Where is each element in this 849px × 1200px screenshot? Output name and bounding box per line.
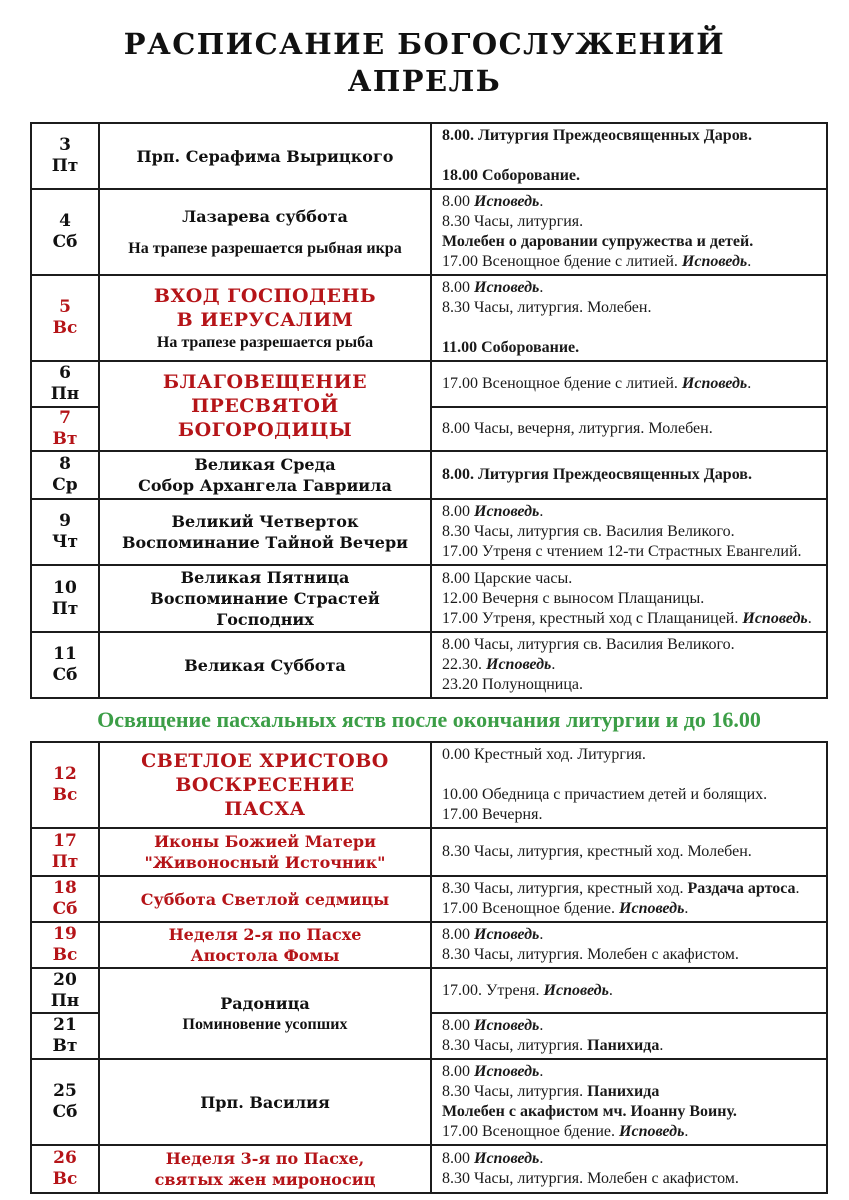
schedule-row-17 bbox=[31, 828, 827, 876]
date-cell bbox=[31, 968, 99, 1013]
date-number: 21 bbox=[53, 1015, 77, 1035]
schedule-table-body bbox=[31, 123, 827, 1193]
service-line bbox=[442, 419, 820, 439]
services-cell bbox=[431, 1013, 827, 1059]
service-text: Исповедь bbox=[681, 253, 748, 270]
services-cell bbox=[431, 1145, 827, 1193]
feast-line: Воспоминание Тайной Вечери bbox=[121, 533, 409, 552]
service-text: Панихида bbox=[587, 1083, 660, 1100]
weekday-label: Вс bbox=[52, 945, 78, 965]
service-text: Исповедь bbox=[474, 1150, 540, 1167]
service-text: 11.00 Соборование. bbox=[442, 339, 580, 356]
date-cell bbox=[31, 407, 99, 451]
schedule-row-8 bbox=[31, 451, 827, 499]
weekday-label: Вт bbox=[52, 1036, 78, 1056]
service-line bbox=[442, 192, 820, 212]
service-line bbox=[442, 1036, 820, 1056]
feast-line: Прп. Серафима Вырицкого bbox=[136, 146, 394, 166]
service-text: 22.30. bbox=[442, 656, 486, 673]
service-text: Исповедь bbox=[619, 1123, 685, 1140]
feast-line: ВХОД ГОСПОДЕНЬ bbox=[153, 284, 377, 307]
service-line bbox=[442, 278, 820, 298]
feast-cell bbox=[99, 499, 431, 565]
service-text: 10.00 Обедница с причастием детей и болящих. bbox=[442, 786, 768, 803]
feast-line: Неделя 2-я по Пасхе bbox=[168, 925, 362, 944]
feast-line: ПАСХА bbox=[224, 798, 306, 820]
date-number: 12 bbox=[53, 764, 77, 784]
service-line bbox=[442, 166, 820, 186]
service-line bbox=[442, 1149, 820, 1169]
service-line bbox=[442, 589, 820, 609]
service-line bbox=[442, 374, 820, 394]
service-text: 8.00 bbox=[442, 279, 474, 296]
date-number: 17 bbox=[53, 831, 77, 851]
feast-line: Неделя 3-я по Пасхе, bbox=[165, 1149, 365, 1168]
date-number: 7 bbox=[59, 408, 71, 428]
date-cell bbox=[31, 565, 99, 632]
schedule-row-12 bbox=[31, 742, 827, 828]
service-line bbox=[442, 542, 820, 562]
schedule-row-5 bbox=[31, 275, 827, 361]
date-cell bbox=[31, 123, 99, 189]
service-line bbox=[442, 502, 820, 522]
service-text: 12.00 Вечерня с выносом Плащаницы. bbox=[442, 589, 705, 607]
service-line bbox=[442, 252, 820, 272]
service-text: . bbox=[539, 193, 544, 210]
feast-line: Прп. Василия bbox=[200, 1092, 330, 1112]
service-text: 8.30 Часы, литургия, крестный ход. Молебен. bbox=[442, 843, 752, 860]
feast-line: БОГОРОДИЦЫ bbox=[177, 419, 353, 441]
date-number: 11 bbox=[53, 644, 77, 664]
services-cell bbox=[431, 565, 827, 632]
service-text: . bbox=[539, 926, 544, 943]
weekday-label: Вс bbox=[52, 318, 78, 338]
feast-line: Великий Четверток bbox=[171, 512, 359, 531]
feast-cell bbox=[99, 828, 431, 876]
service-text: 17.00 Всенощное бдение с литией. bbox=[442, 253, 682, 270]
date-number: 8 bbox=[59, 454, 71, 474]
service-text: 23.20 Полунощница. bbox=[442, 676, 583, 693]
service-line bbox=[442, 925, 820, 945]
feast-cell bbox=[99, 742, 431, 828]
service-line bbox=[442, 765, 820, 785]
service-text: Исповедь bbox=[681, 375, 748, 392]
feast-cell bbox=[99, 968, 431, 1059]
title-block bbox=[0, 0, 849, 100]
date-number: 19 bbox=[53, 924, 77, 944]
service-line bbox=[442, 1062, 820, 1082]
schedule-row-11 bbox=[31, 632, 827, 698]
services-cell bbox=[431, 632, 827, 698]
weekday-label: Сб bbox=[52, 1102, 78, 1122]
feast-cell bbox=[99, 123, 431, 189]
date-cell bbox=[31, 876, 99, 922]
feast-line: В ИЕРУСАЛИМ bbox=[176, 308, 354, 331]
service-text: Исповедь bbox=[742, 609, 808, 627]
service-text: 8.00 bbox=[442, 1017, 474, 1034]
feast-line: На трапезе разрешается рыбная икра bbox=[128, 239, 402, 257]
service-line bbox=[442, 1169, 820, 1189]
service-text: 17.00. Утреня. bbox=[442, 981, 544, 999]
services-cell bbox=[431, 189, 827, 275]
banner-row bbox=[31, 698, 827, 742]
weekday-label: Сб bbox=[52, 665, 78, 685]
service-text: 17.00 Всенощное бдение. bbox=[442, 1123, 620, 1140]
service-text: 17.00 Вечерня. bbox=[442, 806, 543, 823]
service-text: 8.30 Часы, литургия, крестный ход. bbox=[442, 880, 688, 897]
weekday-label: Пт bbox=[51, 598, 79, 619]
service-line bbox=[442, 675, 820, 695]
service-line bbox=[442, 879, 820, 899]
service-text: Исповедь bbox=[474, 279, 540, 296]
page-title: РАСПИСАНИЕ БОГОСЛУЖЕНИЙ bbox=[123, 27, 726, 61]
feast-cell bbox=[99, 1059, 431, 1145]
service-text: . bbox=[551, 656, 556, 673]
schedule-row-4 bbox=[31, 189, 827, 275]
service-text: . bbox=[539, 503, 544, 520]
service-line bbox=[442, 1122, 820, 1142]
services-cell bbox=[431, 499, 827, 565]
service-text: 8.30 Часы, литургия. bbox=[442, 1037, 588, 1054]
schedule-row-9 bbox=[31, 499, 827, 565]
service-text: 17.00 Всенощное бдение. bbox=[442, 900, 620, 917]
service-text: 8.00 bbox=[442, 503, 474, 520]
weekday-label: Сб bbox=[52, 232, 78, 252]
services-cell bbox=[431, 123, 827, 189]
service-line bbox=[442, 338, 820, 358]
services-cell bbox=[431, 968, 827, 1013]
service-line bbox=[442, 635, 820, 655]
date-number: 25 bbox=[53, 1081, 77, 1101]
services-cell bbox=[431, 451, 827, 499]
date-cell bbox=[31, 361, 99, 407]
feast-line: БЛАГОВЕЩЕНИЕ ПРЕСВЯТОЙ bbox=[162, 371, 368, 417]
service-text: 8.30 Часы, литургия. bbox=[442, 213, 584, 230]
feast-line: Лазарева суббота bbox=[182, 206, 348, 226]
feast-cell bbox=[99, 451, 431, 499]
service-text: . bbox=[539, 279, 544, 296]
services-cell bbox=[431, 407, 827, 451]
date-cell bbox=[31, 922, 99, 968]
month-title: АПРЕЛЬ bbox=[347, 64, 502, 98]
service-text: . bbox=[539, 1063, 544, 1080]
service-text: Молебен о даровании супружества и детей. bbox=[442, 233, 754, 250]
service-text: 8.00 bbox=[442, 193, 474, 210]
feast-cell bbox=[99, 876, 431, 922]
schedule-row-6 bbox=[31, 361, 827, 407]
date-number: 3 bbox=[59, 135, 71, 155]
service-text: 8.00 Часы, вечерня, литургия. Молебен. bbox=[442, 420, 713, 437]
service-text: 8.00 Царские часы. bbox=[442, 569, 573, 587]
schedule-row-20 bbox=[31, 968, 827, 1013]
service-text: Исповедь bbox=[619, 900, 685, 917]
feast-line: Великая Среда bbox=[194, 455, 336, 474]
date-cell bbox=[31, 451, 99, 499]
feast-line: ВОСКРЕСЕНИЕ bbox=[175, 774, 355, 796]
service-line bbox=[442, 298, 820, 318]
schedule-row-26 bbox=[31, 1145, 827, 1193]
service-text: Исповедь bbox=[474, 926, 540, 943]
service-text: 17.00 Утреня, крестный ход с Плащаницей. bbox=[442, 609, 743, 627]
service-text: Исповедь bbox=[543, 981, 609, 999]
schedule-row-19 bbox=[31, 922, 827, 968]
service-line bbox=[442, 842, 820, 862]
service-text: 8.00 Часы, литургия св. Василия Великого. bbox=[442, 636, 735, 653]
feast-cell bbox=[99, 565, 431, 632]
date-number: 9 bbox=[59, 511, 71, 531]
date-cell bbox=[31, 1059, 99, 1145]
weekday-label: Пт bbox=[51, 156, 79, 176]
weekday-label: Вт bbox=[52, 429, 78, 449]
service-text: . bbox=[795, 880, 800, 897]
services-cell bbox=[431, 275, 827, 361]
weekday-label: Вс bbox=[52, 1169, 78, 1189]
service-text: 18.00 Соборование. bbox=[442, 167, 581, 184]
feast-line: "Живоносный Источник" bbox=[144, 853, 386, 872]
feast-cell bbox=[99, 922, 431, 968]
date-number: 6 bbox=[59, 363, 71, 383]
service-text: . bbox=[659, 1037, 664, 1054]
service-line bbox=[442, 945, 820, 965]
service-line bbox=[442, 1102, 820, 1122]
service-text: 8.30 Часы, литургия св. Василия Великого. bbox=[442, 523, 735, 540]
service-text: Панихида bbox=[587, 1037, 660, 1054]
date-number: 26 bbox=[53, 1148, 77, 1168]
service-line bbox=[442, 146, 820, 166]
service-line bbox=[442, 899, 820, 919]
services-cell bbox=[431, 922, 827, 968]
service-text: 8.00 bbox=[442, 1063, 474, 1080]
feast-cell bbox=[99, 361, 431, 451]
feast-line: На трапезе разрешается рыба bbox=[156, 333, 374, 351]
date-cell bbox=[31, 499, 99, 565]
service-line bbox=[442, 212, 820, 232]
schedule-row-18 bbox=[31, 876, 827, 922]
date-cell bbox=[31, 742, 99, 828]
service-text: Раздача артоса bbox=[687, 880, 796, 897]
date-number: 4 bbox=[59, 211, 71, 231]
service-text: Исповедь bbox=[486, 656, 552, 673]
feast-line: Великая Суббота bbox=[184, 655, 346, 675]
feast-line: Суббота Светлой седмицы bbox=[140, 889, 390, 909]
service-text: . bbox=[684, 1123, 689, 1140]
date-cell bbox=[31, 1013, 99, 1059]
service-text: Исповедь bbox=[474, 1017, 540, 1034]
schedule-row-25 bbox=[31, 1059, 827, 1145]
service-text: . bbox=[747, 253, 752, 270]
feast-line: Иконы Божией Матери bbox=[154, 832, 376, 851]
date-number: 18 bbox=[53, 878, 77, 898]
date-cell bbox=[31, 189, 99, 275]
weekday-label: Чт bbox=[51, 532, 79, 552]
feast-line: Великая Пятница bbox=[180, 568, 350, 587]
weekday-label: Пн bbox=[50, 384, 80, 404]
service-line bbox=[442, 569, 820, 589]
service-text: Исповедь bbox=[474, 1063, 540, 1080]
service-text: 8.30 Часы, литургия. Молебен с акафистом. bbox=[442, 946, 739, 963]
service-line bbox=[442, 465, 820, 485]
service-text: Молебен с акафистом мч. Иоанну Воину. bbox=[442, 1103, 737, 1120]
schedule-row-10 bbox=[31, 565, 827, 632]
feast-line: Поминовение усопших bbox=[182, 1015, 348, 1033]
service-text: Исповедь bbox=[474, 193, 540, 210]
services-cell bbox=[431, 876, 827, 922]
service-line bbox=[442, 318, 820, 338]
services-cell bbox=[431, 742, 827, 828]
service-text: Исповедь bbox=[474, 503, 540, 520]
service-text: 8.00. Литургия Преждеосвященных Даров. bbox=[442, 466, 752, 483]
service-line bbox=[442, 1082, 820, 1102]
service-text: . bbox=[608, 981, 613, 999]
date-number: 5 bbox=[59, 297, 71, 317]
service-text: . bbox=[747, 375, 752, 392]
weekday-label: Ср bbox=[52, 475, 78, 495]
weekday-label: Пт bbox=[51, 852, 79, 872]
feast-cell bbox=[99, 275, 431, 361]
feast-line: святых жен мироносиц bbox=[154, 1170, 376, 1189]
service-line bbox=[442, 785, 820, 805]
date-cell bbox=[31, 828, 99, 876]
service-line bbox=[442, 522, 820, 542]
service-line bbox=[442, 805, 820, 825]
service-text: . bbox=[684, 900, 689, 917]
date-cell bbox=[31, 1145, 99, 1193]
service-text: 8.00. Литургия Преждеосвященных Даров. bbox=[442, 127, 752, 144]
blessing-banner: Освящение пасхальных яств после окончания литургии и до 16.00 bbox=[31, 698, 827, 742]
services-cell bbox=[431, 361, 827, 407]
date-number: 10 bbox=[53, 577, 77, 598]
schedule-row-3 bbox=[31, 123, 827, 189]
service-text: 8.30 Часы, литургия. Молебен. bbox=[442, 299, 652, 316]
service-line bbox=[442, 232, 820, 252]
feast-line: Апостола Фомы bbox=[190, 946, 340, 965]
weekday-label: Вс bbox=[52, 785, 78, 805]
feast-cell bbox=[99, 189, 431, 275]
feast-line: Собор Архангела Гавриила bbox=[138, 476, 392, 495]
service-text: . bbox=[539, 1017, 544, 1034]
service-line bbox=[442, 1016, 820, 1036]
service-text: 8.00 bbox=[442, 1150, 474, 1167]
date-number: 20 bbox=[53, 969, 77, 990]
feast-line: Воспоминание Страстей Господних bbox=[150, 589, 380, 629]
date-cell bbox=[31, 275, 99, 361]
service-text: 8.30 Часы, литургия. bbox=[442, 1083, 588, 1100]
feast-cell bbox=[99, 1145, 431, 1193]
service-text: . bbox=[539, 1150, 544, 1167]
feast-line bbox=[102, 227, 428, 238]
schedule-table bbox=[30, 122, 828, 1194]
service-line bbox=[442, 981, 820, 1001]
weekday-label: Сб bbox=[52, 899, 78, 919]
service-text: 17.00 Всенощное бдение с литией. bbox=[442, 375, 682, 392]
service-line bbox=[442, 655, 820, 675]
feast-cell bbox=[99, 632, 431, 698]
service-line bbox=[442, 126, 820, 146]
feast-line: Радоница bbox=[220, 993, 310, 1013]
service-text: 8.00 bbox=[442, 926, 474, 943]
feast-line: СВЕТЛОЕ ХРИСТОВО bbox=[141, 750, 389, 772]
service-text: 17.00 Утреня с чтением 12-ти Страстных Евангелий. bbox=[442, 543, 802, 560]
service-text: 8.30 Часы, литургия. Молебен с акафистом. bbox=[442, 1170, 739, 1187]
service-text: 0.00 Крестный ход. Литургия. bbox=[442, 746, 646, 763]
date-cell bbox=[31, 632, 99, 698]
services-cell bbox=[431, 828, 827, 876]
services-cell bbox=[431, 1059, 827, 1145]
service-text: . bbox=[807, 609, 812, 627]
service-line bbox=[442, 745, 820, 765]
service-line bbox=[442, 609, 820, 629]
weekday-label: Пн bbox=[50, 990, 80, 1011]
